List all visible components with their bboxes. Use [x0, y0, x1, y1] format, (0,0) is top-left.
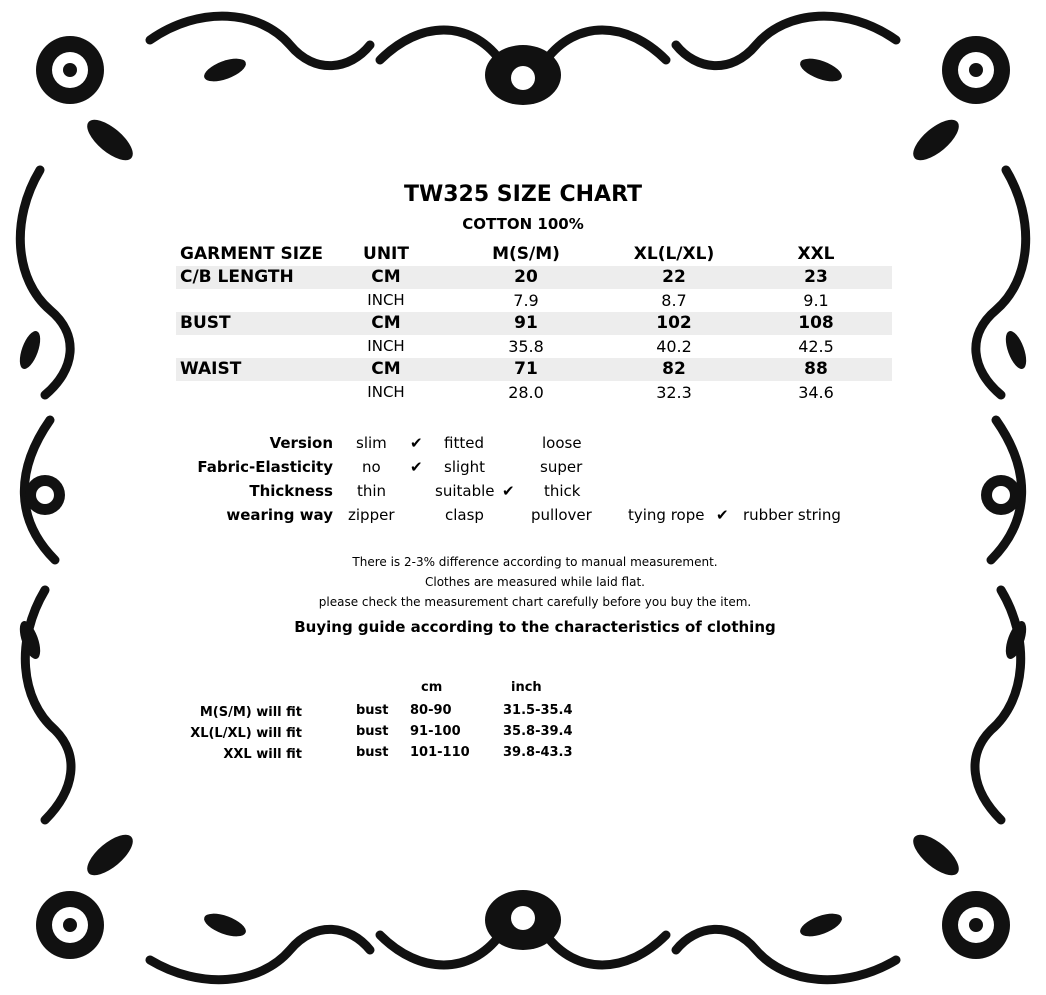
- value-cell: 108: [798, 313, 834, 333]
- table-header-row: [176, 243, 892, 266]
- value-cell: 88: [804, 359, 828, 379]
- header-size-xl: XL(L/XL): [633, 244, 715, 264]
- table-row: [176, 312, 892, 335]
- header-size-xxl: XXL: [797, 244, 835, 264]
- unit-cell: INCH: [367, 383, 405, 401]
- version-option-slim: slim: [356, 434, 387, 452]
- header-garment-size: GARMENT SIZE: [180, 244, 323, 264]
- check-mark-icon: ✔: [410, 434, 423, 452]
- version-label: Version: [269, 434, 333, 452]
- row-label: WAIST: [180, 359, 242, 379]
- unit-cell: INCH: [367, 337, 405, 355]
- wearing-option-rubber-string: rubber string: [743, 506, 841, 524]
- material-subtitle: COTTON 100%: [462, 215, 584, 233]
- guide-row-label: M(S/M) will fit: [199, 705, 302, 720]
- row-label: [180, 381, 350, 404]
- guide-row-part: bust: [356, 724, 389, 739]
- page-title: TW325 SIZE CHART: [403, 182, 643, 207]
- elasticity-option-slight: slight: [444, 458, 486, 476]
- unit-cell: CM: [371, 313, 401, 333]
- check-mark-icon: ✔: [410, 458, 423, 476]
- check-mark-icon: ✔: [502, 482, 515, 500]
- version-option-fitted: fitted: [444, 434, 484, 452]
- value-cell: 42.5: [798, 337, 834, 356]
- wearing-option-zipper: zipper: [348, 506, 395, 524]
- table-row: [176, 289, 892, 312]
- value-cell: 35.8: [508, 337, 544, 356]
- row-label: [180, 335, 350, 358]
- value-cell: 8.7: [661, 291, 687, 310]
- wearing-way-label: wearing way: [226, 506, 333, 524]
- guide-row-part: bust: [356, 703, 389, 718]
- thickness-option-thick: thick: [544, 482, 581, 500]
- wearing-option-pullover: pullover: [531, 506, 592, 524]
- buying-guide-title: Buying guide according to the characteristics of clothing: [294, 618, 776, 636]
- guide-row-cm: 80-90: [410, 703, 452, 718]
- row-label: C/B LENGTH: [180, 267, 294, 287]
- value-cell: 91: [514, 313, 538, 333]
- value-cell: 9.1: [803, 291, 829, 310]
- thickness-label: Thickness: [249, 482, 333, 500]
- wearing-option-tying-rope: tying rope: [628, 506, 705, 524]
- value-cell: 20: [514, 267, 538, 287]
- guide-row-part: bust: [356, 745, 389, 760]
- unit-cell: INCH: [367, 291, 405, 309]
- thickness-option-suitable: suitable: [435, 482, 495, 500]
- guide-row-inch: 35.8-39.4: [503, 724, 573, 739]
- header-size-m: M(S/M): [492, 244, 560, 264]
- unit-cell: CM: [371, 359, 401, 379]
- guide-header-inch: inch: [511, 680, 542, 695]
- value-cell: 22: [662, 267, 686, 287]
- value-cell: 23: [804, 267, 828, 287]
- guide-row-label: XL(L/XL) will fit: [190, 726, 302, 741]
- value-cell: 82: [662, 359, 686, 379]
- wearing-option-clasp: clasp: [445, 506, 484, 524]
- guide-row-cm: 91-100: [410, 724, 461, 739]
- value-cell: 102: [656, 313, 692, 333]
- table-row: [176, 266, 892, 289]
- table-row: [176, 358, 892, 381]
- size-table: [176, 243, 892, 404]
- check-mark-icon: ✔: [716, 506, 729, 524]
- value-cell: 28.0: [508, 383, 544, 402]
- elasticity-label: Fabric-Elasticity: [197, 458, 333, 476]
- table-row: [176, 381, 892, 404]
- table-row: [176, 335, 892, 358]
- elasticity-option-super: super: [540, 458, 583, 476]
- value-cell: 40.2: [656, 337, 692, 356]
- guide-row-inch: 31.5-35.4: [503, 703, 573, 718]
- note-laid-flat: Clothes are measured while laid flat.: [425, 575, 645, 589]
- thickness-option-thin: thin: [357, 482, 387, 500]
- version-option-loose: loose: [542, 434, 582, 452]
- unit-cell: CM: [371, 267, 401, 287]
- row-label: [180, 289, 350, 312]
- guide-row-cm: 101-110: [410, 745, 470, 760]
- note-check-chart: please check the measurement chart carefully before you buy the item.: [318, 595, 752, 609]
- value-cell: 7.9: [513, 291, 539, 310]
- note-measurement-difference: There is 2-3% difference according to manual measurement.: [352, 555, 718, 569]
- value-cell: 32.3: [656, 383, 692, 402]
- elasticity-option-no: no: [362, 458, 381, 476]
- guide-header-cm: cm: [421, 680, 443, 695]
- guide-row-inch: 39.8-43.3: [503, 745, 573, 760]
- guide-row-label: XXL will fit: [223, 747, 302, 762]
- value-cell: 71: [514, 359, 538, 379]
- row-label: BUST: [180, 313, 231, 333]
- header-unit: UNIT: [363, 244, 409, 264]
- value-cell: 34.6: [798, 383, 834, 402]
